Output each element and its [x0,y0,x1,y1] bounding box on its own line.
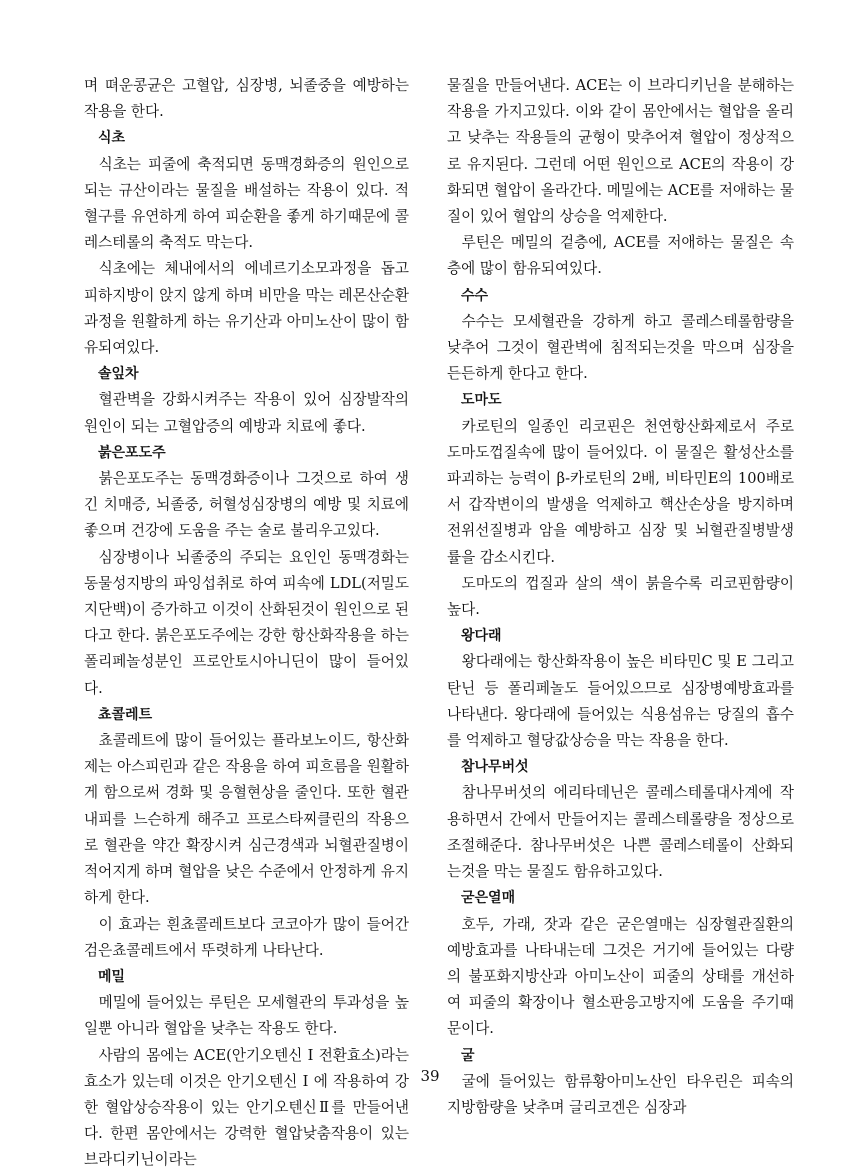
paragraph: 심장병이나 뇌졸중의 주되는 요인인 동맥경화는 동물성지방의 파잉섭취로 하여 피속에 LDL(저밀도지단백)이 증가하고 이것이 산화된것이 원인으로 된다고 한다. 붉은포도주에는 강한 항산화작용을 하는 폴리페놀성분인 프로안토시아니딘이 많이 들어있다. [84,548,409,697]
paragraph: 메밀에 들어있는 루틴은 모세혈관의 투과성을 높일뿐 아니라 혈압을 낮추는 작용도 한다. [84,994,409,1038]
paragraph: 혈관벽을 강화시켜주는 작용이 있어 심장발작의 원인이 되는 고혈압증의 예방과 치료에 좋다. [84,391,409,435]
page-number: 39 [420,1067,440,1085]
paragraph: 사람의 몸에는 ACE(안기오텐신 I 전환효소)라는 효소가 있는데 이것은 안기오텐신 I 에 작용하여 강한 혈압상승작용이 있는 안기오텐신Ⅱ를 만들어낸다. 한편 몸안에서는 강력한 혈압낮춤작용이 있는 브라디키닌이라는 [84,1046,409,1169]
section-heading: 식초 [98,130,126,147]
section-heading: 메밀 [98,968,126,985]
section-heading: 왕다래 [461,628,502,645]
left-column [84,73,409,1174]
paragraph: 이 효과는 흰쵸콜레트보다 코코아가 많이 들어간 검은쵸콜레트에서 뚜렷하게 나타난다. [84,915,409,959]
section-heading: 붉은포도주 [98,444,166,461]
paragraph: 루틴은 메밀의 겉층에, ACE를 저애하는 물질은 속층에 많이 함유되여있다. [447,234,794,278]
section-heading: 솔잎차 [98,366,139,383]
paragraph: 며 뗘운콩균은 고혈압, 심장병, 뇌졸중을 예방하는 작용을 한다. [84,77,409,121]
paragraph: 식초에는 체내에서의 에네르기소모과정을 돕고 피하지방이 앉지 않게 하며 비만을 막는 레몬산순환과정을 원활하게 하는 유기산과 아미노산이 많이 함유되여있다. [84,260,409,357]
section-heading: 굴 [461,1047,475,1064]
paragraph: 굴에 들어있는 함류황아미노산인 타우린은 피속의 지방함량을 낮추며 글리코겐은 심장과 [447,1072,794,1116]
section-heading: 도마도 [461,392,502,409]
paragraph: 왕다래에는 항산화작용이 높은 비타민C 및 E 그리고 탄닌 등 폴리페놀도 들어있으므로 심장병예방효과를 나타낸다. 왕다래에 들어있는 식용섬유는 당질의 흡수를 억제하고 혈당값상승을 막는 작용을 한다. [447,653,794,750]
section-heading: 굳은열매 [461,890,516,907]
paragraph: 쵸콜레트에 많이 들어있는 플라보노이드, 항산화제는 아스피린과 같은 작용을 하여 피흐름을 원활하게 함으로써 경화 및 응혈현상을 줄인다. 또한 혈관내피를 느슨하게 해주고 프로스타찌클린의 작용으로 혈관을 약간 확장시켜 심근경색과 뇌혈관질병이 적어지게 하며 혈압을 낮은 수준에서 안정하게 유지하게 한다. [84,732,409,907]
paragraph: 참나무버섯의 에리타데닌은 콜레스테롤대사계에 작용하면서 간에서 만들어지는 콜레스테롤량을 정상으로 조절해준다. 참나무버섯은 나쁜 콜레스테롤이 산화되는것을 막는 물질도 함유하고있다. [447,784,794,881]
paragraph: 물질을 만들어낸다. ACE는 이 브라디키닌을 분해하는 작용을 가지고있다. 이와 같이 몸안에서는 혈압을 올리고 낮추는 작용들의 균형이 맞추어져 혈압이 정상적으로 유지된다. 그런데 어떤 원인으로 ACE의 작용이 강화되면 혈압이 올라간다. 메밀에는 ACE를 저애하는 물질이 있어 혈압의 상승을 억제한다. [447,77,794,226]
paragraph: 호두, 가래, 잣과 같은 굳은열매는 심장혈관질환의 예방효과를 나타내는데 그것은 거기에 들어있는 다량의 불포화지방산과 아미노산이 피줄의 상태를 개선하여 피줄의 확장이나 혈소판응고방지에 도움을 주기때문이다. [447,915,794,1038]
section-heading: 수수 [461,287,489,304]
right-column [447,73,794,1121]
section-heading: 쵸콜레트 [98,706,153,723]
paragraph: 카로틴의 일종인 리코핀은 천연항산화제로서 주로 도마도껍질속에 많이 들어있다. 이 물질은 활성산소를 파괴하는 능력이 β-카로틴의 2배, 비타민E의 100배로서 갑작변이의 발생을 억제하고 핵산손상을 방지하며 전위선질병과 암을 예방하고 심장 및 뇌혈관질병발생률을 감소시킨다. [447,417,794,566]
paragraph: 식초는 피줄에 축적되면 동맥경화증의 원인으로 되는 규산이라는 물질을 배설하는 작용이 있다. 적혈구를 유연하게 하여 피순환을 좋게 하기때문에 콜레스테롤의 축적도 막는다. [84,155,409,252]
section-heading: 참나무버섯 [461,759,529,776]
paragraph: 도마도의 껍질과 살의 색이 붉을수록 리코핀함량이 높다. [447,574,794,619]
paragraph: 수수는 모세혈관을 강하게 하고 콜레스테롤함량을 낮추어 그것이 혈관벽에 침적되는것을 막으며 심장을 든든하게 한다고 한다. [447,312,794,383]
paragraph: 붉은포도주는 동맥경화증이나 그것으로 하여 생긴 치매증, 뇌졸중, 허혈성심장병의 예방 및 치료에 좋으며 건강에 도움을 주는 술로 불리우고있다. [84,470,409,540]
